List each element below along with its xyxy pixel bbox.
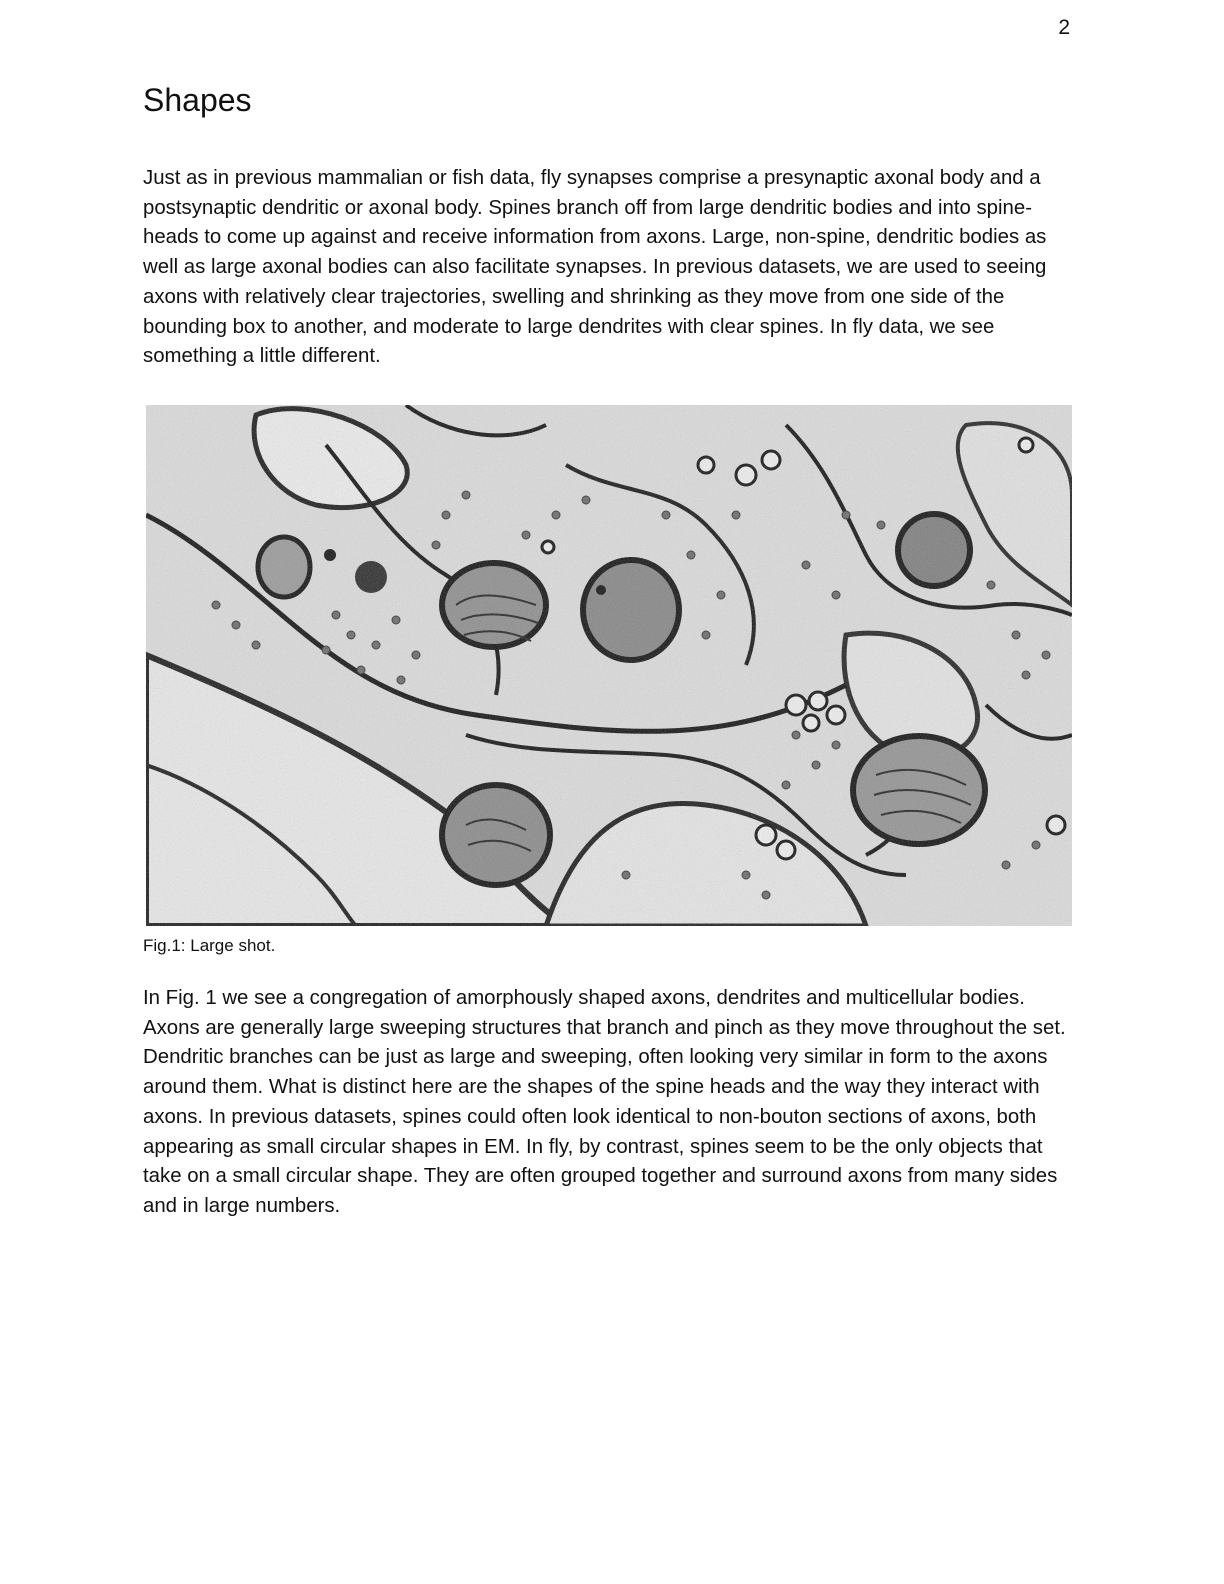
intro-paragraph: Just as in previous mammalian or fish data, fly synapses comprise a presynaptic axonal body and a postsynaptic dendritic or axonal body. Spines branch off from large dendritic bodies and into spine-heads to come up against and receive information from axons. Large, non-spine, dendritic bodies as well as large axonal bodies can also facilitate synapses. In previous datasets, we are used to seeing axons with relatively clear trajectories, swelling and shrinking as they move from one side of the bounding box to another, and moderate to large dendrites with clear spines. In fly data, we see something a little different. <box>143 167 1047 368</box>
body-paragraph: In Fig. 1 we see a congregation of amorphously shaped axons, dendrites and multicellular bodies. Axons are generally large sweeping structures that branch and pinch as they move throughout the set. Dendritic branches can be just as large and sweeping, often looking very similar in form to the axons around them. What is distinct here are the shapes of the spine heads and the way they interact with axons. In previous datasets, spines could often look identical to non-bouton sections of axons, both appearing as small circular shapes in EM. In fly, by contrast, spines seem to be the only objects that take on a small circular shape. They are often grouped together and surround axons from many sides and in large numbers. <box>143 987 1066 1217</box>
figure-caption: Fig.1: Large shot. <box>143 936 276 955</box>
em-micrograph-figure <box>146 405 1072 926</box>
page-number: 2 <box>1058 16 1070 39</box>
section-heading: Shapes <box>143 82 252 118</box>
em-micrograph-image <box>146 405 1072 926</box>
